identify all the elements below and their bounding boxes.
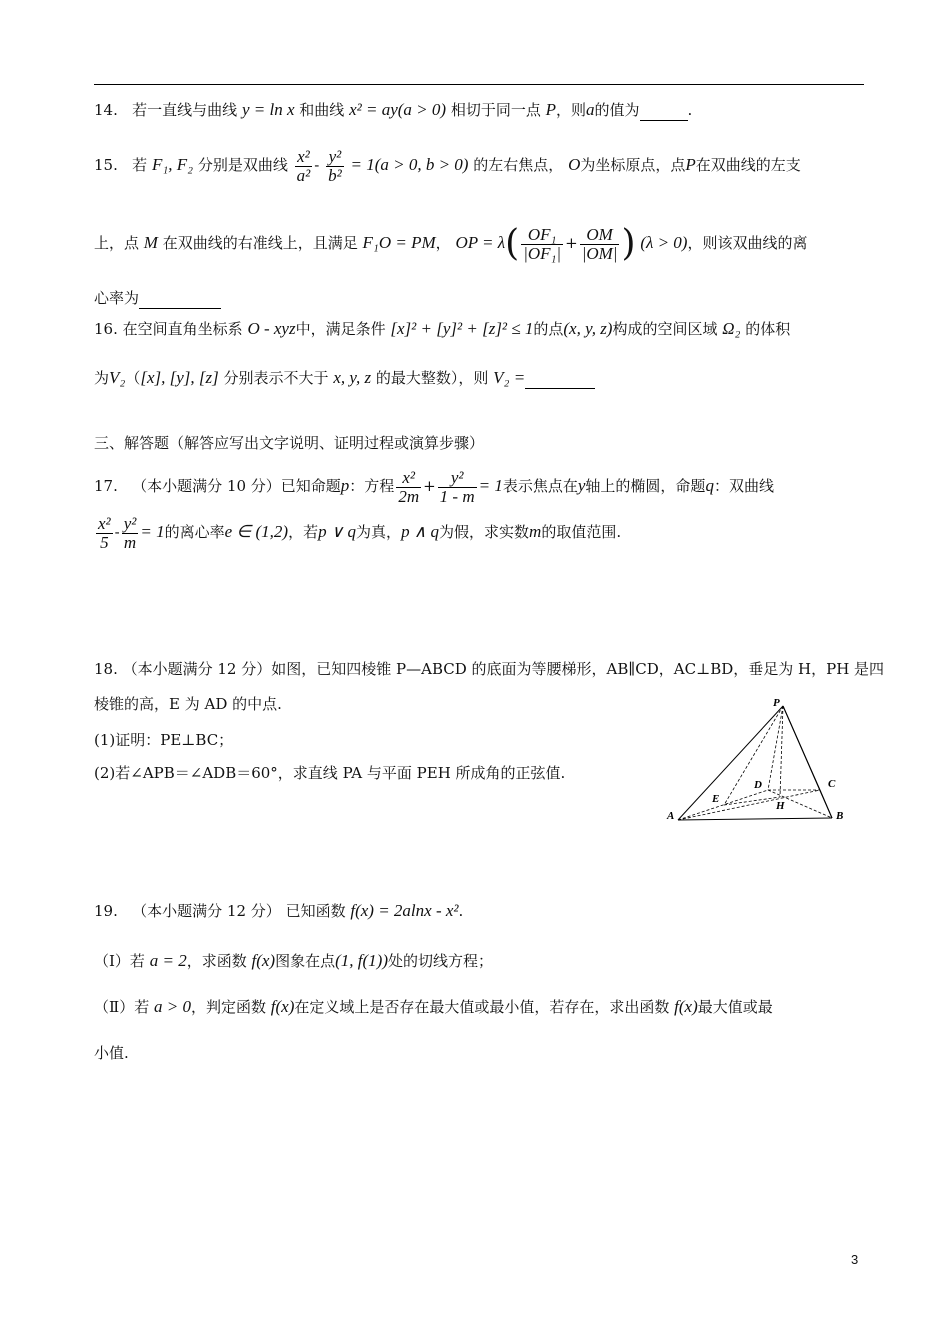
q19-f: f(x) [674, 997, 698, 1016]
question-15-line3 [94, 286, 221, 309]
q19-part2-label: （Ⅱ）若 [94, 998, 150, 1016]
question-18-line2: 棱锥的高，E 为 AD 的中点. [94, 695, 282, 713]
q15-foci: F₁, F₂ [151, 155, 194, 174]
q16-text: 为 [94, 369, 110, 387]
question-16 [94, 318, 790, 340]
label-P: P [773, 697, 780, 709]
q14-curve2: x² = ay(a > 0) [349, 100, 447, 119]
answer-blank[interactable] [139, 286, 221, 309]
q17-text: ：双曲线 [713, 477, 774, 495]
q15-frac-x: $\frac{\text{x²}}{\text{a²}}$ [296, 146, 311, 185]
q15-text: ，则该双曲线的离 [687, 234, 808, 252]
q16-vars: x, y, z [333, 368, 372, 387]
q19-point: (1, f(1)) [335, 951, 388, 970]
q16-text: （ [125, 369, 141, 387]
question-18-part2: (2)若∠APB＝∠ADB＝60°，求直线 PA 与平面 PEH 所成角的正弦值. [94, 764, 566, 782]
q14-text: 和曲线 [299, 101, 345, 119]
q14-text: 若一直线与曲线 [132, 101, 238, 119]
q14-text: 的值为 [594, 101, 640, 119]
edge-PC [783, 706, 820, 790]
q17-prop-q: q [705, 476, 714, 495]
q15-condition: F₁O = PM [362, 233, 436, 252]
q16-number: 16. [94, 320, 118, 338]
q15-text: 上，点 [94, 234, 140, 252]
q17-text: 为假，求实数 [439, 523, 530, 541]
label-B: B [836, 810, 844, 822]
q15-point: P [685, 155, 696, 174]
q14-point: P [545, 100, 557, 119]
q16-text: 在空间直角坐标系 [122, 320, 243, 338]
q16-floor: [x], [y], [z] [140, 368, 219, 387]
question-15: 15. 若 F₁, F₂ 分别是双曲线 $\frac{\text{x²}}{\text{a²}}$ - $\frac{\text{y²}}{\text{b²}}$ = 1(a > 0, b > 0) 的左右焦点， O为坐标原点，点P在双曲线的左支 [94, 146, 801, 185]
height-PH [780, 706, 783, 797]
question-18: 18. （本小题满分 12 分）如图，已知四棱锥 P—ABCD 的底面为等腰梯形，AB∥CD，AC⊥BD，垂足为 H，PH 是四 [94, 660, 885, 678]
q16-text: 的最大整数），则 [375, 369, 489, 387]
q16-coord: O - xyz [247, 319, 296, 338]
q15-vector-eq: OP = λ [455, 233, 506, 252]
q14-number: 14. [94, 101, 118, 119]
q19-f: f(x) [251, 951, 276, 970]
q15-comma: ， [435, 234, 451, 252]
q19-f: f(x) [270, 997, 295, 1016]
q17-text: ，若 [288, 523, 319, 541]
q19-function: f(x) = 2alnx - x² [350, 901, 459, 920]
label-E: E [712, 793, 720, 805]
q15-text: 分别是双曲线 [197, 156, 288, 174]
q17-number: 17. [94, 477, 118, 495]
q15-vfrac1: $\frac{\text{OF₁}}{\text{|OF₁|}}$ [523, 224, 562, 263]
q15-point-m: M [143, 233, 158, 252]
q16-inequality: [x]² + [y]² + [z]² ≤ 1 [390, 319, 534, 338]
q19-text: 处的切线方程； [387, 952, 493, 970]
q16-text: 中，满足条件 [295, 320, 386, 338]
q15-frac-y: $\frac{\text{y²}}{\text{b²}}$ [328, 146, 342, 185]
question-19-part1 [94, 950, 493, 972]
q14-text: 相切于同一点 [450, 101, 541, 119]
q15-vfrac2: $\frac{OM}{|OM|}$ [581, 224, 618, 263]
q19-text: 图象在点 [275, 952, 336, 970]
q15-number: 15. [94, 156, 118, 174]
q14-end: . [687, 101, 693, 119]
q16-volume: V₂ [109, 368, 126, 387]
header-rule [94, 84, 864, 85]
q19-number: 19. [94, 902, 118, 920]
label-H: H [776, 800, 785, 812]
q16-volume2: V₂ = [493, 368, 526, 387]
q17-text: （本小题满分 10 分）已知命题 [132, 477, 341, 495]
section-heading: 三、解答题（解答应写出文字说明、证明过程或演算步骤） [94, 434, 485, 452]
q16-region: Ω₂ [722, 319, 741, 338]
question-18-part1: (1)证明：PE⊥BC； [94, 731, 234, 749]
q17-frac-gx: $\frac{\text{x²}}{5}$ [98, 513, 111, 552]
q19-text: ，求函数 [186, 952, 247, 970]
diag-AC [678, 790, 820, 820]
q15-text: 若 [132, 156, 148, 174]
edge-BC [820, 790, 832, 818]
q19-part1-label: （Ⅰ）若 [94, 952, 145, 970]
question-17: 17. （本小题满分 10 分）已知命题p：方程 $\frac{\text{x²}}{2m}$ + $\frac{\text{y²}}{1 - m}$ = 1表示焦点在y轴上的椭圆，命题q：双曲线 [94, 467, 774, 506]
q16-text: 的体积 [745, 320, 791, 338]
question-15-line2: 上，点 M 在双曲线的右准线上，且满足 F₁O = PM， OP = λ( $\frac{\text{OF₁}}{\text{|OF₁|}}$ + $\frac{OM}{|OM|}$ ) (λ > 0)，则该双曲线的离 [94, 223, 808, 264]
q15-origin: O [568, 155, 581, 174]
segment-EH [724, 797, 780, 805]
answer-blank[interactable] [640, 98, 688, 121]
q14-text: ，则 [556, 101, 587, 119]
q15-text: 在双曲线的右准线上，且满足 [162, 234, 358, 252]
q19-part2-cond: a > 0 [153, 997, 191, 1016]
q14-curve1: y = ln x [241, 100, 295, 119]
q17-frac-x: $\frac{\text{x²}}{2m}$ [398, 467, 420, 506]
q15-text: 的左右焦点， [473, 156, 564, 174]
q17-prop-p: p [340, 476, 350, 495]
question-17-line2: $\frac{\text{x²}}{5}$ - $\frac{\text{y²}}{m}$ = 1的离心率e ∈ (1,2)，若p ∨ q为真，p ∧ q为假，求实数m的取值范围. [98, 513, 622, 552]
left-paren: ( [505, 223, 520, 264]
q15-text: 在双曲线的左支 [695, 156, 801, 174]
q17-frac-y: $\frac{\text{y²}}{1 - m}$ [439, 467, 475, 506]
q17-text: 的离心率 [164, 523, 225, 541]
q16-point: (x, y, z) [563, 319, 613, 338]
q15-text: 心率为 [94, 289, 140, 307]
label-C: C [828, 778, 836, 790]
pyramid-figure [664, 694, 854, 834]
question-19 [94, 900, 463, 922]
q15-text: 为坐标原点，点 [580, 156, 686, 174]
q16-text: 分别表示不大于 [223, 369, 329, 387]
page-number: 3 [851, 1252, 859, 1267]
q17-and: p ∧ q [401, 522, 440, 541]
q16-text: 的点 [533, 320, 564, 338]
label-D: D [754, 779, 762, 791]
right-paren: ) [621, 223, 636, 264]
answer-blank[interactable] [525, 366, 595, 389]
edge-AB [678, 818, 832, 820]
q14-var: a [586, 100, 595, 119]
q17-text: 为真， [356, 523, 402, 541]
q19-part1-cond: a = 2 [149, 951, 187, 970]
q17-m: m [529, 522, 542, 541]
q19-text: ，判定函数 [190, 998, 266, 1016]
q17-text: 轴上的椭圆，命题 [585, 477, 706, 495]
q17-text: 的取值范围. [541, 523, 622, 541]
q19-text: 在定义域上是否存在最大值或最小值，若存在，求出函数 [294, 998, 670, 1016]
q19-end: . [458, 902, 464, 920]
question-19-part2 [94, 996, 773, 1018]
q19-text: （本小题满分 12 分） 已知函数 [132, 902, 346, 920]
q17-yaxis: y [577, 476, 586, 495]
q17-text: 表示焦点在 [502, 477, 578, 495]
question-16-line2 [94, 366, 595, 389]
q15-eq: = 1(a > 0, b > 0) [350, 155, 469, 174]
q17-frac-gy: $\frac{\text{y²}}{m}$ [123, 513, 137, 552]
q17-text: ：方程 [349, 477, 395, 495]
q19-text: 最大值或最 [697, 998, 773, 1016]
question-19-part2-line2: 小值. [94, 1044, 129, 1062]
q15-lambda: (λ > 0) [640, 233, 688, 252]
q17-eq2: = 1 [140, 522, 165, 541]
q17-or: p ∨ q [318, 522, 357, 541]
q17-eq: = 1 [478, 476, 503, 495]
q16-text: 构成的空间区域 [612, 320, 718, 338]
label-A: A [667, 810, 675, 822]
question-14 [94, 98, 692, 121]
q17-ecc: e ∈ (1,2) [224, 522, 289, 541]
